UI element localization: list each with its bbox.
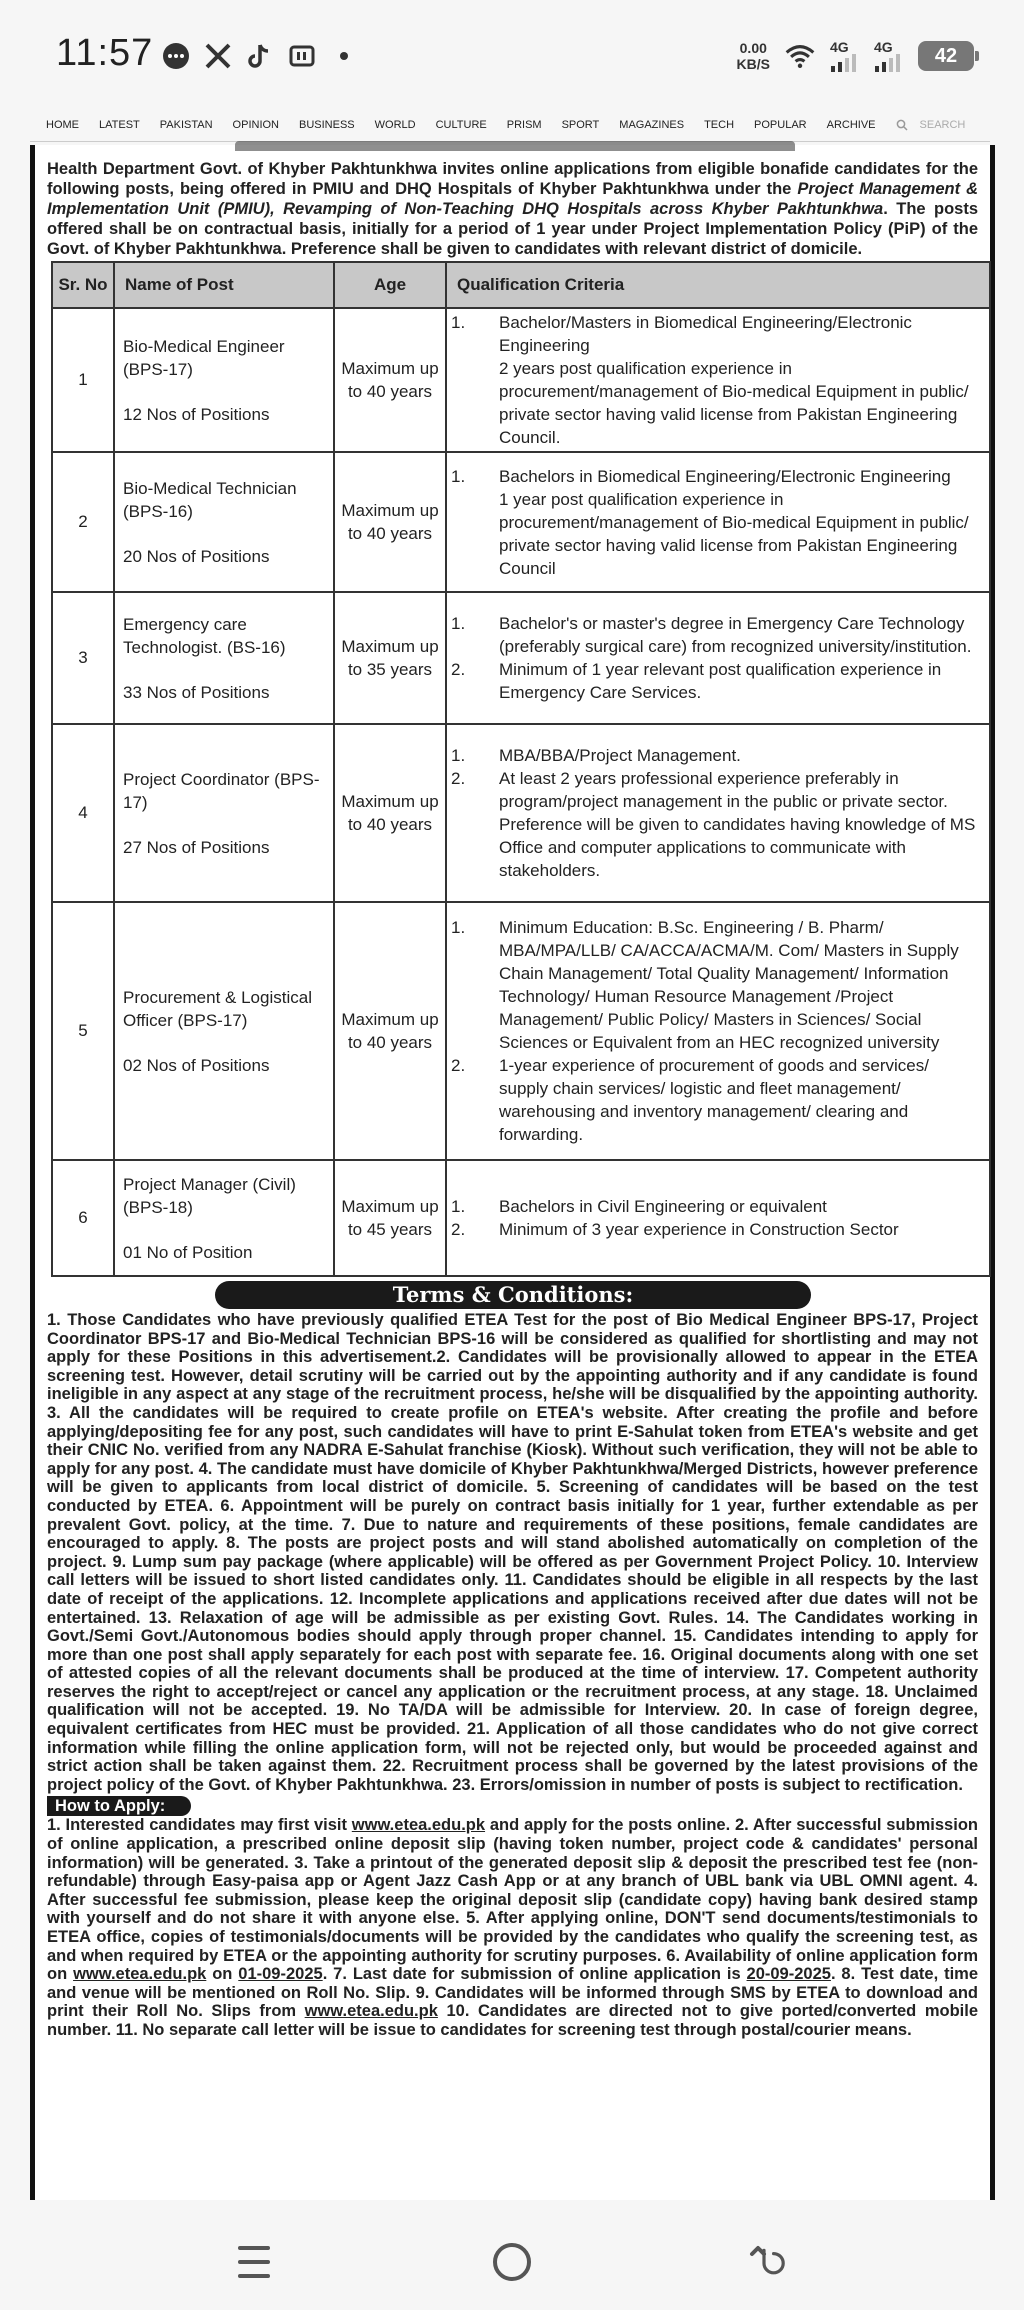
- nav-tech[interactable]: TECH: [704, 118, 735, 131]
- etea-link-1[interactable]: www.etea.edu.pk: [351, 1816, 486, 1835]
- nav-prism[interactable]: PRISM: [506, 118, 542, 131]
- qualification-item: [451, 1218, 981, 1241]
- q-num: [451, 488, 499, 580]
- intro-paragraph: [47, 159, 978, 259]
- posts-table: [51, 261, 991, 1277]
- cell-post: [114, 308, 334, 452]
- intro-italic: Project Management & Implementation Unit (PMIU), Revamping of Non-Teaching DHQ Hospitals across Khyber Pakhtunkhwa: [47, 180, 978, 218]
- q-num: [451, 813, 499, 882]
- q-text: At least 2 years professional experience preferably in program/project management in the public or private sector.: [499, 769, 948, 811]
- back-icon: [748, 2240, 792, 2284]
- q-text: Bachelor's or master's degree in Emergency Care Technology (preferably surgical care) from recognized university/institution.: [499, 614, 972, 656]
- etea-link-3[interactable]: www.etea.edu.pk: [304, 2002, 438, 2021]
- q-num: 1.: [451, 746, 466, 765]
- qualification-item: [451, 612, 981, 658]
- nav-magazines[interactable]: MAGAZINES: [619, 118, 685, 131]
- table-row: [52, 308, 990, 452]
- system-nav-bar: [0, 2200, 1024, 2310]
- q-num: 1.: [451, 918, 466, 937]
- cell-age: Maximum up to 35 years: [334, 592, 446, 724]
- nav-pakistan[interactable]: PAKISTAN: [159, 118, 213, 131]
- cell-sr: 5: [52, 902, 114, 1160]
- q-num: [451, 357, 499, 449]
- terms-title: Terms & Conditions:: [215, 1281, 811, 1309]
- q-num: 2.: [451, 1056, 466, 1075]
- nav-world[interactable]: WORLD: [374, 118, 416, 131]
- q-num: 1.: [451, 1197, 466, 1216]
- tiktok-icon: [244, 40, 276, 72]
- q-num: 1.: [451, 466, 466, 486]
- qualification-item: [451, 813, 981, 882]
- signal-icon: [830, 54, 860, 72]
- how-part6: 10. Candidates are directed not to give ported/converted mobile number. 11. No separate call letter will be issue to candidates for screening test through postal/courier means.: [47, 2002, 979, 2039]
- post-name: Project Coordinator (BPS-17): [123, 769, 320, 812]
- nav-archive[interactable]: ARCHIVE: [826, 118, 876, 131]
- cell-sr: 1: [52, 308, 114, 452]
- qualification-item: [451, 916, 981, 1054]
- cell-post: [114, 452, 334, 592]
- header-post-name: Name of Post: [114, 262, 334, 308]
- cell-sr: 3: [52, 592, 114, 724]
- how-part1: 1. Interested candidates may first visit: [47, 1816, 352, 1835]
- cell-qualification: [446, 452, 990, 592]
- q-text: Bachelor/Masters in Biomedical Engineering/Electronic Engineering: [499, 313, 912, 355]
- q-num: 2.: [451, 660, 466, 679]
- intro-part2: . The posts offered shall be on contractual basis, initially for a period of 1 year under Project Implementation Policy (PiP) of the Govt. of Khyber Pakhtunkhwa. Preference shall be given to candidates with relevant district of domicile.: [47, 200, 979, 258]
- how-part3: on: [206, 1965, 239, 1984]
- q-num: 2.: [451, 769, 466, 788]
- how-part5: . 8. Test date, time and venue will be mentioned on Roll No. Slip. 9. Candidates will be informed through SMS by ETEA to download and print their Roll No. Slips from: [47, 1965, 979, 2021]
- cell-age: Maximum up to 40 years: [334, 452, 446, 592]
- signal-1-label: 4G: [830, 39, 849, 55]
- qualification-item: [451, 744, 981, 767]
- how-part2: and apply for the posts online. 2. After successful submission of online application, a prescribed online deposit slip (having token number, project code & candidates' personal information) will be generated. 3. Take a printout of the generated deposit slip & deposit the prescribed test fee (non-refundable) through Easy-paisa app or Agent Jazz Cash App or at any branch of UBL bank via UBL OMNI agent. 4. After successful fee submission, please keep the original deposit slip (candidate copy) having bank desired stamp with yourself and do not share it with anyone else. 5. After applying online, DON'T send documents/testimonials to ETEA office, copies of testimonials/documents will be provided by the candidates who qualify the screening test, as and when required by ETEA or the appointing authority for scrutiny purposes. 6. Availability of online application form on: [47, 1816, 978, 1984]
- q-text: Minimum of 1 year relevant post qualification experience in Emergency Care Services.: [499, 660, 942, 702]
- status-time: 11:57: [56, 32, 154, 74]
- cell-qualification: [446, 902, 990, 1160]
- cropped-heading: [235, 141, 795, 151]
- nav-latest[interactable]: LATEST: [99, 118, 140, 131]
- header-qualification: Qualification Criteria: [446, 262, 990, 308]
- cell-post: [114, 592, 334, 724]
- q-text: Bachelors in Biomedical Engineering/Electronic Engineering: [499, 466, 951, 486]
- q-text: 1 year post qualification experience in procurement/management of Bio-medical Equipment in public/ private sector having valid license from Pakistan Engineering Council: [499, 489, 969, 578]
- net-speed: [737, 40, 770, 72]
- nav-culture[interactable]: CULTURE: [435, 118, 487, 131]
- cell-age: Maximum up to 40 years: [334, 724, 446, 902]
- post-name: Bio-Medical Technician (BPS-16): [123, 478, 297, 521]
- signal-2-label: 4G: [874, 39, 893, 55]
- table-row: [52, 1160, 990, 1276]
- table-row: [52, 592, 990, 724]
- battery-icon: [918, 41, 974, 71]
- post-name: Emergency care Technologist. (BS-16): [123, 614, 286, 657]
- terms-heading-bar: [47, 1281, 978, 1311]
- last-date: 20-09-2025: [746, 1965, 831, 1984]
- nav-popular[interactable]: POPULAR: [754, 118, 807, 131]
- nav-home[interactable]: HOME: [46, 118, 79, 131]
- nav-business[interactable]: BUSINESS: [299, 118, 355, 131]
- start-date: 01-09-2025: [238, 1965, 323, 1984]
- qualification-item: [451, 357, 981, 449]
- battery-level: 42: [934, 44, 958, 67]
- chat-bubble-icon: [160, 40, 192, 72]
- how-to-apply-title: How to Apply:: [47, 1796, 191, 1816]
- post-count: 02 Nos of Positions: [123, 1055, 270, 1075]
- recents-icon: [234, 2242, 274, 2282]
- qualification-item: [451, 1195, 981, 1218]
- q-num: 1.: [451, 614, 466, 633]
- net-speed-unit: KB/S: [736, 56, 770, 72]
- table-header-row: [52, 262, 990, 308]
- home-button[interactable]: [490, 2240, 534, 2284]
- system-icons: [737, 36, 974, 76]
- search-icon: [896, 119, 908, 131]
- cell-qualification: [446, 308, 990, 452]
- q-text: Minimum of 3 year experience in Construction Sector: [499, 1220, 899, 1239]
- q-text: 2 years post qualification experience in procurement/management of Bio-medical Equipment in public/ private sector having valid license from Pakistan Engineering Council.: [499, 359, 969, 447]
- header-sr-no: Sr. No: [52, 262, 114, 308]
- q-text: MBA/BBA/Project Management.: [499, 746, 741, 765]
- wifi-icon: [784, 40, 816, 72]
- q-num: 1.: [451, 313, 466, 332]
- cell-sr: 6: [52, 1160, 114, 1276]
- q-text: 1-year experience of procurement of goods and services/ supply chain services/ logistic and fleet management/ warehousing and inventory management/ clearing and forwarding.: [499, 1056, 929, 1144]
- qualification-item: [451, 488, 981, 580]
- dot-icon: [328, 40, 360, 72]
- how-to-apply-paragraph: [47, 1816, 978, 2039]
- recents-button[interactable]: [232, 2240, 276, 2284]
- post-name: Bio-Medical Engineer (BPS-17): [123, 336, 285, 379]
- q-text: Bachelors in Civil Engineering or equivalent: [499, 1197, 827, 1216]
- table-row: [52, 452, 990, 592]
- post-count: 33 Nos of Positions: [123, 682, 270, 702]
- app-notification-icon: [286, 40, 318, 72]
- terms-paragraph: 1. Those Candidates who have previously qualified ETEA Test for the post of Bio Medical Engineer BPS-17, Project Coordinator BPS-17 and Bio-Medical Technician BPS-16 will be considered as qualified for shortlisting and may not apply for these Positions in this advertisement.2. Candidates will be provisionally allowed to appear in the ETEA screening test. However, detail scrutiny will be carried out by the appointing authority and if any candidate is found ineligible in any aspect at any stage of the recruitment process, he/she will be disqualified by the appointing authority. 3. All the candidates will be required to create profile on ETEA's website. After creating the profile and before applying/depositing fee for any post, such candidates will have to print E-Sahulat token from ETEA's website and get their CNIC No. verified from any NADRA E-Sahulat franchise (Kiosk). Without such verification, they will not be able to apply for any post. 4. The candidate must have domicile of Khyber Pakhtunkhwa/Merged Districts, however preference will be given to applicants from local district of domicile. 5. Screening of candidates will be based on the test conducted by ETEA. 6. Appointment will be purely on contract basis initially for 1 year, further extendable as per prevalent Govt. policy, at the time. 7. Due to nature and requirements of these positions, female candidates are encouraged to apply. 8. The posts are project posts and will stand abolished automatically on completion of the project. 9. Lump sum pay package (where applicable) will be offered as per Government Project Policy. 10. Interview call letters will be issued to short listed candidates only. 11. Candidates should be eligible in all respects by the last date of receipt of the applications. 12. Incomplete applications and applications received after due dates will not be entertained. 13. Relaxation of age will be admissible as per existing Govt. Rules. 14. The Candidates working in Govt./Semi Govt./Autonomous bodies should apply through proper channel. 15. Candidates intending to apply for more than one post shall apply separately for each post with separate fee. 16. Original documents along with one set of attested copies of all the relevant documents shall be produced at the time of interview. 17. Competent authority reserves the right to accept/reject or cancel any application or the recruitment process, at any stage. 18. Unclaimed qualification will not be accepted. 19. No TA/DA will be admissible for Interview. 20. In case of foreign degree, equivalent certificates from HEC must be provided. 21. Application of all those candidates who do not give correct information while filling the online application form, will not be rejected only, but would be proceeded against and strict action shall be taken against them. 22. Recruitment process shall be governed by the latest provisions of the project policy of the Govt. of Khyber Pakhtunkhwa. 23. Errors/omission in number of posts is subject to rectification.: [47, 1311, 978, 1794]
- cell-age: Maximum up to 40 years: [334, 902, 446, 1160]
- q-num: 2.: [451, 1220, 466, 1239]
- post-count: 01 No of Position: [123, 1242, 253, 1262]
- nav-sport[interactable]: SPORT: [561, 118, 600, 131]
- cell-post: [114, 724, 334, 902]
- x-logo-icon: [202, 40, 234, 72]
- advertisement-document: [30, 145, 995, 2205]
- q-text: Minimum Education: B.Sc. Engineering / B. Pharm/ MBA/MPA/LLB/ CA/ACCA/ACMA/M. Com/ Masters in Supply Chain Management/ Total Quality Management/ Information Technology/ Human Resource Management /Project Management/ Public Policy/ Masters in Sciences/ Social Sciences or Equivalent from an HEC recognized university: [499, 918, 959, 1052]
- cell-age: Maximum up to 45 years: [334, 1160, 446, 1276]
- cell-post: [114, 902, 334, 1160]
- q-text: Preference will be given to candidates having knowledge of MS Office and computer applications to communicate with stakeholders.: [499, 815, 976, 880]
- qualification-item: [451, 767, 981, 813]
- post-name: Project Manager (Civil) (BPS-18): [123, 1174, 296, 1217]
- search-placeholder: SEARCH: [919, 118, 966, 131]
- nav-search[interactable]: [896, 119, 966, 131]
- notification-icons: [160, 38, 360, 74]
- site-nav: [30, 108, 990, 142]
- post-count: 12 Nos of Positions: [123, 404, 270, 424]
- qualification-item: [451, 658, 981, 704]
- nav-opinion[interactable]: OPINION: [232, 118, 279, 131]
- post-count: 20 Nos of Positions: [123, 546, 270, 566]
- signal-icon: [874, 54, 904, 72]
- cell-qualification: [446, 724, 990, 902]
- intro-part1: Health Department Govt. of Khyber Pakhtunkhwa invites online applications from eligible bonafide candidates for the following posts, being offered in PMIU and DHQ Hospitals of Khyber Pakhtunkhwa under the: [47, 160, 978, 198]
- cell-sr: 2: [52, 452, 114, 592]
- cell-sr: 4: [52, 724, 114, 902]
- qualification-item: [451, 465, 981, 488]
- signal-1: [830, 40, 860, 72]
- home-icon: [490, 2240, 534, 2284]
- qualification-item: [451, 311, 981, 357]
- table-row: [52, 724, 990, 902]
- header-age: Age: [334, 262, 446, 308]
- signal-2: [874, 40, 904, 72]
- status-bar: [0, 0, 1024, 100]
- post-name: Procurement & Logistical Officer (BPS-17): [123, 987, 312, 1030]
- cell-age: Maximum up to 40 years: [334, 308, 446, 452]
- net-speed-value: 0.00: [739, 40, 767, 56]
- back-button[interactable]: [748, 2240, 792, 2284]
- etea-link-2[interactable]: www.etea.edu.pk: [73, 1965, 207, 1984]
- cell-qualification: [446, 592, 990, 724]
- cell-post: [114, 1160, 334, 1276]
- qualification-item: [451, 1054, 981, 1146]
- table-row: [52, 902, 990, 1160]
- cell-qualification: [446, 1160, 990, 1276]
- how-part4: . 7. Last date for submission of online application is: [322, 1965, 747, 1984]
- post-count: 27 Nos of Positions: [123, 837, 270, 857]
